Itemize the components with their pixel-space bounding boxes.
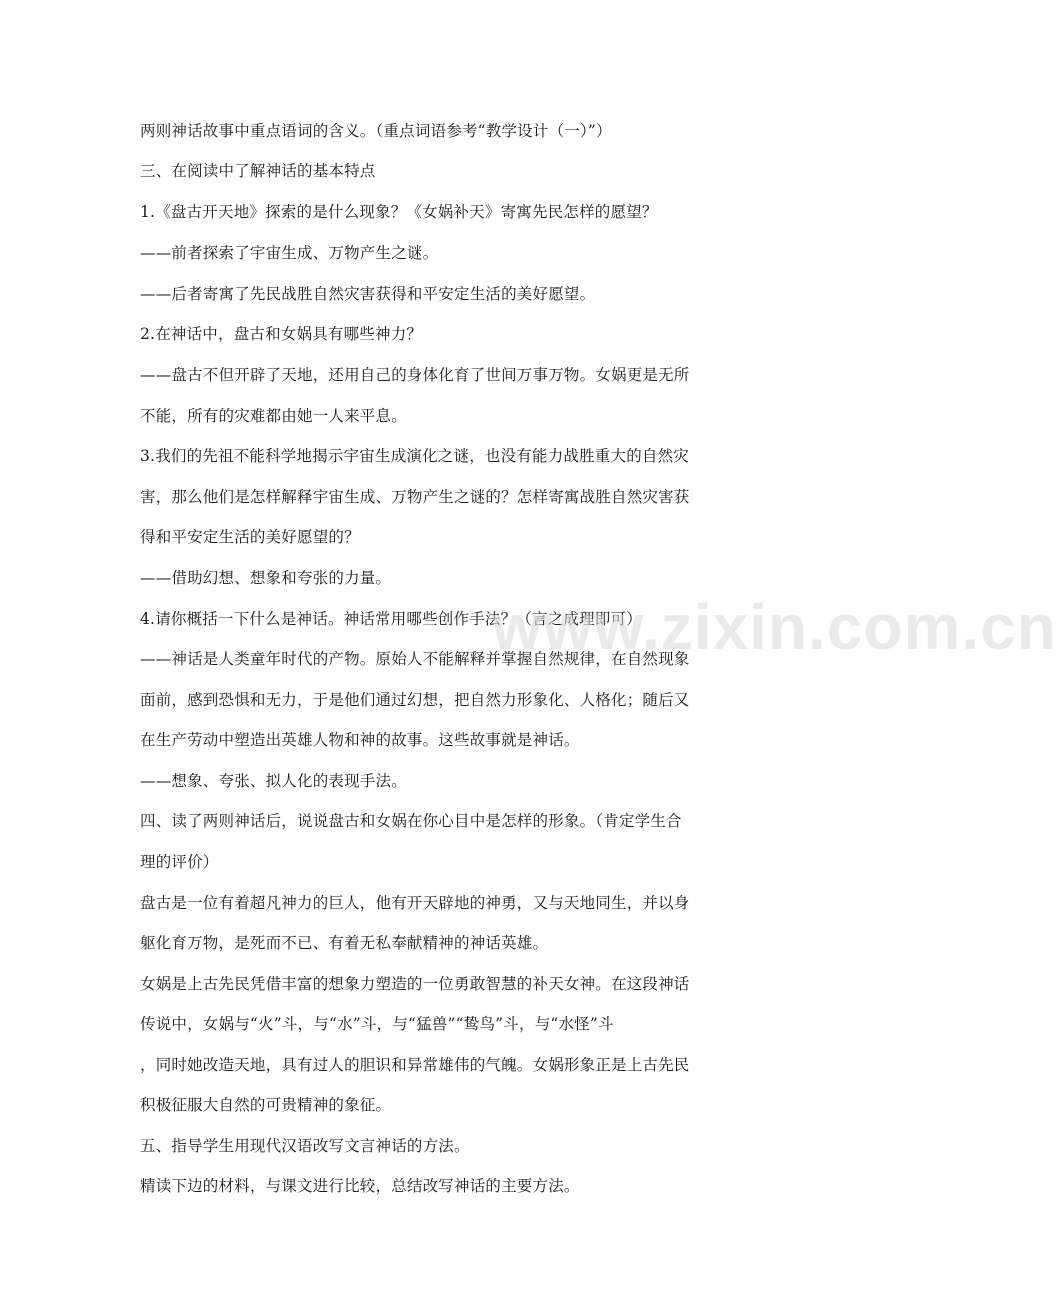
nuwa-paragraph: ，同时她改造天地，具有过人的胆识和异常雄伟的气魄。女娲形象正是上古先民 — [140, 1056, 690, 1074]
section-heading-3: 三、在阅读中了解神话的基本特点 — [140, 162, 376, 180]
section-heading-4-cont: 理的评价） — [140, 853, 219, 871]
nuwa-paragraph: 女娲是上古先民凭借丰富的想象力塑造的一位勇敢智慧的补天女神。在这段神话 — [140, 975, 690, 993]
section-heading-5: 五、指导学生用现代汉语改写文言神话的方法。 — [140, 1137, 470, 1155]
answer-line: ——借助幻想、想象和夸张的力量。 — [140, 569, 392, 587]
watermark: www.zixin.com.cn — [492, 591, 1057, 663]
question-3-cont: 得和平安定生活的美好愿望的？ — [140, 528, 360, 546]
nuwa-paragraph: 积极征服大自然的可贵精神的象征。 — [140, 1096, 392, 1114]
nuwa-paragraph: 传说中，女娲与“火”斗，与“水”斗，与“猛兽”“鸷鸟”斗，与“水怪”斗 — [140, 1015, 614, 1033]
question-3: 3.我们的先祖不能科学地揭示宇宙生成演化之谜，也没有能力战胜重大的自然灾 — [140, 447, 689, 465]
answer-line: ——想象、夸张、拟人化的表现手法。 — [140, 772, 407, 790]
answer-line: ——前者探索了宇宙生成、万物产生之谜。 — [140, 244, 439, 262]
text-line: 两则神话故事中重点语词的含义。（重点词语参考“教学设计（一）”） — [140, 122, 612, 140]
answer-line: ——神话是人类童年时代的产物。原始人不能解释并掌握自然规律，在自然现象 — [140, 650, 690, 668]
instruction-line: 精读下边的材料，与课文进行比较，总结改写神话的主要方法。 — [140, 1177, 580, 1195]
answer-line: 面前，感到恐惧和无力，于是他们通过幻想，把自然力形象化、人格化；随后又 — [140, 691, 690, 709]
question-2: 2.在神话中，盘古和女娲具有哪些神力？ — [140, 325, 423, 343]
question-3-cont: 害，那么他们是怎样解释宇宙生成、万物产生之谜的？怎样寄寓战胜自然灾害获 — [140, 488, 690, 506]
pangu-paragraph: 躯化育万物，是死而不已、有着无私奉献精神的神话英雄。 — [140, 934, 549, 952]
section-heading-4: 四、读了两则神话后，说说盘古和女娲在你心目中是怎样的形象。（肯定学生合 — [140, 812, 682, 830]
answer-line: 不能，所有的灾难都由她一人来平息。 — [140, 407, 407, 425]
answer-line: 在生产劳动中塑造出英雄人物和神的故事。这些故事就是神话。 — [140, 731, 580, 749]
pangu-paragraph: 盘古是一位有着超凡神力的巨人，他有开天辟地的神勇，又与天地同生，并以身 — [140, 894, 690, 912]
question-1: 1.《盘古开天地》探索的是什么现象？《女娲补天》寄寓先民怎样的愿望？ — [140, 203, 658, 221]
question-4: 4.请你概括一下什么是神话。神话常用哪些创作手法？（言之成理即可） — [140, 610, 642, 628]
answer-line: ——后者寄寓了先民战胜自然灾害获得和平安定生活的美好愿望。 — [140, 285, 596, 303]
answer-line: ——盘古不但开辟了天地，还用自己的身体化育了世间万事万物。女娲更是无所 — [140, 366, 690, 384]
